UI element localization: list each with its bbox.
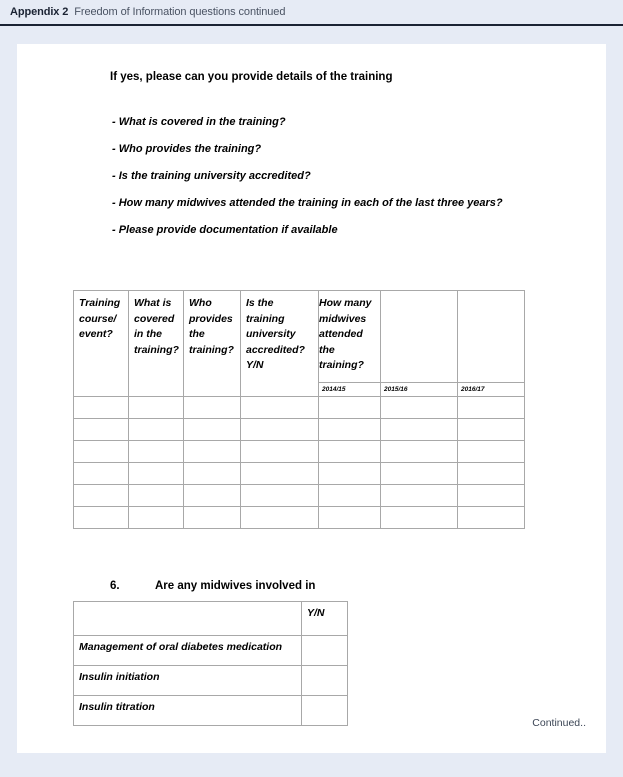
table-row[interactable]: [74, 419, 525, 441]
year-label-2015-16: 2015/16: [381, 382, 457, 396]
table-row[interactable]: [74, 463, 525, 485]
table-cell[interactable]: [381, 485, 458, 507]
row-label-insulin-initiation: Insulin initiation: [74, 666, 302, 696]
table-cell[interactable]: [184, 485, 241, 507]
table-cell[interactable]: [319, 397, 381, 419]
table-cell[interactable]: [184, 419, 241, 441]
table-cell[interactable]: [74, 485, 129, 507]
document-header: [0, 0, 623, 26]
bullet-item: - How many midwives attended the training in each of the last three years?: [112, 197, 503, 209]
table-row[interactable]: [74, 666, 348, 696]
column-header-accredited: Is the training university accredited? Y/N: [241, 291, 319, 397]
answer-cell[interactable]: [302, 696, 348, 726]
column-header-who-provides: Who provides the training?: [184, 291, 241, 397]
question-heading: If yes, please can you provide details of the training: [110, 71, 393, 83]
table-row[interactable]: [74, 397, 525, 419]
page-sheet: [17, 44, 606, 753]
page-surround: [0, 26, 623, 777]
table-cell[interactable]: [129, 507, 184, 529]
year-label-2014-15: 2014/15: [319, 382, 380, 396]
table-cell[interactable]: [74, 441, 129, 463]
table-cell[interactable]: [129, 463, 184, 485]
bullet-list: [112, 116, 532, 251]
table-cell[interactable]: [129, 419, 184, 441]
table-cell[interactable]: [241, 441, 319, 463]
question-6-heading: [110, 580, 315, 592]
table-cell[interactable]: [381, 441, 458, 463]
table-cell[interactable]: [458, 441, 525, 463]
table-cell[interactable]: [319, 441, 381, 463]
table-cell[interactable]: [319, 463, 381, 485]
column-header-what-covered: What is covered in the training?: [129, 291, 184, 397]
table-cell[interactable]: [381, 419, 458, 441]
table-cell[interactable]: [184, 463, 241, 485]
table-cell[interactable]: [458, 485, 525, 507]
continued-label: Continued..: [532, 717, 586, 729]
column-header-training-course: Training course/ event?: [74, 291, 129, 397]
column-header-yn: Y/N: [302, 602, 348, 636]
empty-header-cell: [74, 602, 302, 636]
table-cell[interactable]: [241, 485, 319, 507]
answer-cell[interactable]: [302, 666, 348, 696]
table-cell[interactable]: [319, 507, 381, 529]
table-row[interactable]: [74, 485, 525, 507]
column-header-2015-16: [381, 291, 458, 397]
table-cell[interactable]: [381, 507, 458, 529]
year-label-2016-17: 2016/17: [458, 382, 524, 396]
table-cell[interactable]: [381, 463, 458, 485]
table-cell[interactable]: [129, 485, 184, 507]
table-cell[interactable]: [458, 507, 525, 529]
question-6-number: 6.: [110, 580, 120, 592]
empty-header-spacer: [458, 296, 524, 382]
appendix-label: Appendix 2: [10, 6, 69, 18]
bullet-item: - Is the training university accredited?: [112, 170, 311, 182]
table-row[interactable]: [74, 507, 525, 529]
table-cell[interactable]: [129, 397, 184, 419]
row-label-oral-diabetes-medication: Management of oral diabetes medication: [74, 636, 302, 666]
table-cell[interactable]: [381, 397, 458, 419]
table-cell[interactable]: [74, 507, 129, 529]
table-cell[interactable]: [129, 441, 184, 463]
table-cell[interactable]: [319, 485, 381, 507]
table-cell[interactable]: [319, 419, 381, 441]
table-cell[interactable]: [241, 419, 319, 441]
bullet-item: - Who provides the training?: [112, 143, 262, 155]
table-cell[interactable]: [458, 419, 525, 441]
training-details-table: [73, 290, 525, 529]
row-label-insulin-titration: Insulin titration: [74, 696, 302, 726]
table-header-row: [74, 602, 348, 636]
table-cell[interactable]: [458, 463, 525, 485]
question-6-text: Are any midwives involved in: [155, 580, 316, 592]
empty-header-spacer: [381, 296, 457, 382]
table-cell[interactable]: [74, 397, 129, 419]
table-cell[interactable]: [241, 507, 319, 529]
answer-cell[interactable]: [302, 636, 348, 666]
table-row[interactable]: [74, 696, 348, 726]
page-content: [17, 44, 606, 753]
column-header-how-many-2014-15: [319, 291, 381, 397]
table-cell[interactable]: [241, 397, 319, 419]
table-cell[interactable]: [241, 463, 319, 485]
table-cell[interactable]: [184, 507, 241, 529]
column-header-2016-17: [458, 291, 525, 397]
bullet-item: - What is covered in the training?: [112, 116, 286, 128]
table-cell[interactable]: [74, 463, 129, 485]
table-row[interactable]: [74, 441, 525, 463]
bullet-item: - Please provide documentation if available: [112, 224, 338, 236]
table-cell[interactable]: [184, 397, 241, 419]
table-cell[interactable]: [184, 441, 241, 463]
table-cell[interactable]: [74, 419, 129, 441]
table-header-row: [74, 291, 525, 397]
table-row[interactable]: [74, 636, 348, 666]
table-cell[interactable]: [458, 397, 525, 419]
appendix-subtitle: Freedom of Information questions continued: [74, 6, 286, 18]
column-header-how-many-label: How many midwives attended the training?: [319, 297, 372, 371]
midwives-involvement-table: [73, 601, 348, 726]
